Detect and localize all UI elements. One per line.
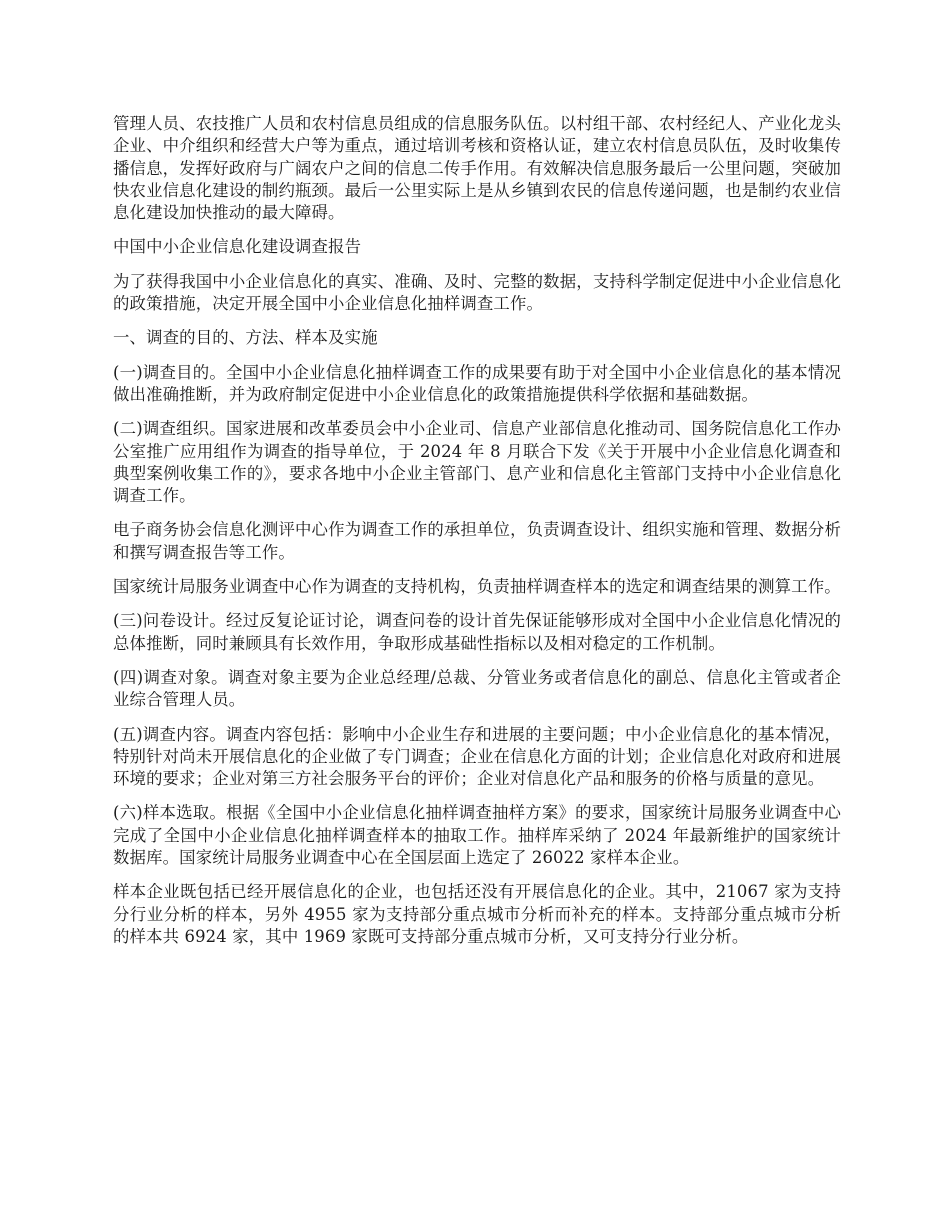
paragraph-questionnaire-design: (三)问卷设计。经过反复论证讨论，调查问卷的设计首先保证能够形成对全国中小企业信息化情况的总体推断，同时兼顾具有长效作用，争取形成基础性指标以及相对稳定的工作机制。 bbox=[113, 611, 841, 653]
paragraph-support-agency: 国家统计局服务业调查中心作为调查的支持机构，负责抽样调查样本的选定和调查结果的测算工作。 bbox=[113, 577, 841, 597]
report-title: 中国中小企业信息化建设调查报告 bbox=[113, 237, 362, 257]
document-page bbox=[113, 113, 841, 960]
paragraph-intro-continuation: 管理人员、农技推广人员和农村信息员组成的信息服务队伍。以村组干部、农村经纪人、产业化龙头企业、中介组织和经营大户等为重点，通过培训考核和资格认证，建立农村信息员队伍，及时收集传播信息，发挥好政府与广阔农户之间的信息二传手作用。有效解决信息服务最后一公里问题，突破加快农业信息化建设的制约瓶颈。最后一公里实际上是从乡镇到农民的信息传递问题，也是制约农业信息化建设加快推动的最大障碍。 bbox=[113, 114, 841, 223]
paragraph-purpose: 为了获得我国中小企业信息化的真实、准确、及时、完整的数据，支持科学制定促进中小企业信息化的政策措施，决定开展全国中小企业信息化抽样调查工作。 bbox=[113, 271, 841, 314]
paragraph-survey-content: (五)调查内容。调查内容包括：影响中小企业生存和进展的主要问题；中小企业信息化的基本情况，特别针对尚未开展信息化的企业做了专门调查；企业在信息化方面的计划；企业信息化对政府和进展环境的要求；企业对第三方社会服务平台的评价；企业对信息化产品和服务的价格与质量的意见。 bbox=[113, 724, 841, 789]
paragraph-undertaking-unit: 电子商务协会信息化测评中心作为调查工作的承担单位，负责调查设计、组织实施和管理、数据分析和撰写调查报告等工作。 bbox=[113, 520, 841, 562]
paragraph-sample-composition: 样本企业既包括已经开展信息化的企业，也包括还没有开展信息化的企业。其中，21067 家为支持分行业分析的样本，另外 4955 家为支持部分重点城市分析而补充的样本。支持部分重点城市分析的样本共 6924 家，其中 1969 家既可支持部分重点城市分析，又可支持分行业分析。 bbox=[113, 882, 841, 946]
paragraph-survey-organization: (二)调查组织。国家进展和改革委员会中小企业司、信息产业部信息化推动司、国务院信息化工作办公室推广应用组作为调查的指导单位，于 2024 年 8 月联合下发《关于开展中小企业信息化调查和典型案例收集工作的》，要求各地中小企业主管部门、息产业和信息化主管部门支持中小企业信息化调查工作。 bbox=[113, 419, 841, 506]
paragraph-sample-selection: (六)样本选取。根据《全国中小企业信息化抽样调查抽样方案》的要求，国家统计局服务业调查中心完成了全国中小企业信息化抽样调查样本的抽取工作。抽样库采纳了 2024 年最新维护的国家统计数据库。国家统计局服务业调查中心在全国层面上选定了 26022 家样本企业。 bbox=[113, 803, 841, 868]
paragraph-survey-goal: (一)调查目的。全国中小企业信息化抽样调查工作的成果要有助于对全国中小企业信息化的基本情况做出准确推断，并为政府制定促进中小企业信息化的政策措施提供科学依据和基础数据。 bbox=[113, 362, 841, 404]
paragraph-survey-subjects: (四)调查对象。调查对象主要为企业总经理/总裁、分管业务或者信息化的副总、信息化主管或者企业综合管理人员。 bbox=[113, 667, 841, 710]
section-heading: 一、调查的目的、方法、样本及实施 bbox=[113, 328, 378, 348]
